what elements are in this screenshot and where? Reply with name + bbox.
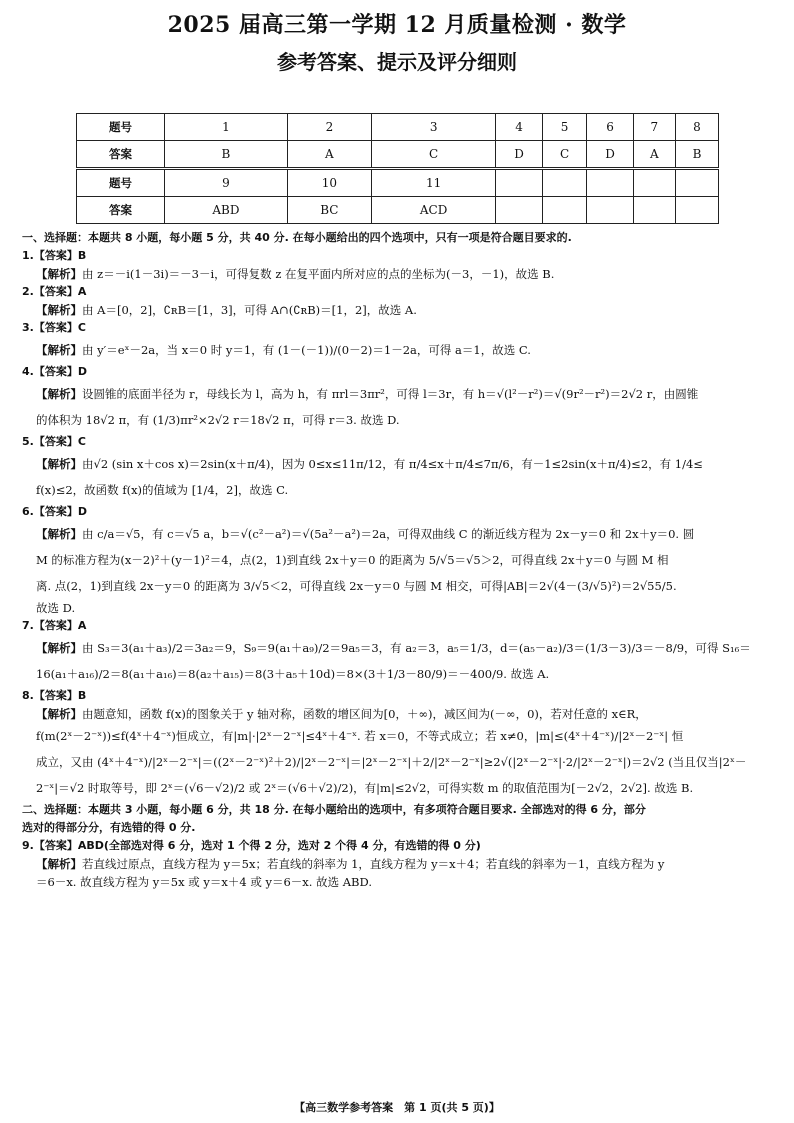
table-cell: 7 (633, 114, 675, 141)
answer-line-q7: 7.【答案】A (22, 619, 87, 632)
answer-line-q8: 8.【答案】B (22, 689, 87, 702)
answer-line-q6: 6.【答案】D (22, 505, 87, 518)
explanation-continuation: M 的标准方程为(x－2)²＋(y－1)²＝4，点(2，1)到直线 2x＋y＝0 的距离为 5/√5＝√5＞2，可得直线 2x＋y＝0 与圆 M 相 (36, 553, 669, 567)
section-heading: 一、选择题：本题共 8 小题，每小题 5 分，共 40 分. 在每小题给出的四个选项中，只有一项是符合题目要求的. (22, 231, 572, 244)
explanation-text: 由 c/a＝√5，有 c＝√5 a，b＝√(c²－a²)＝√(5a²－a²)＝2a，可得双曲线 C 的渐近线方程为 2x－y＝0 和 2x＋y＝0. 圆 (82, 527, 695, 541)
table-cell: 1 (165, 114, 288, 141)
explanation-q8 (22, 705, 774, 723)
table-cell: B (165, 141, 288, 169)
table-cell: 8 (676, 114, 719, 141)
explanation-q7 (22, 635, 774, 661)
table-cell: 4 (496, 114, 542, 141)
solutions-body (22, 229, 774, 891)
answer-line-q4: 4.【答案】D (22, 365, 87, 378)
explanation-tag: 【解析】 (36, 343, 82, 357)
answer-line-q9: 9.【答案】ABD(全部选对得 6 分，选对 1 个得 2 分，选对 2 个得 4 分，有选错的得 0 分) (22, 839, 481, 852)
explanation-q6 (22, 521, 774, 547)
table-cell (587, 169, 633, 197)
section-heading-continuation: 选对的得部分分，有选错的得 0 分. (22, 821, 196, 834)
table-header-cell: 答案 (77, 141, 165, 169)
table-cell (496, 197, 542, 224)
answer-table (76, 113, 719, 224)
explanation-text: 由 z＝－i(1－3i)＝－3－i，可得复数 z 在复平面内所对应的点的坐标为(－3，－1)，故选 B. (82, 267, 555, 281)
table-cell: D (587, 141, 633, 169)
explanation-continuation: 故选 D. (36, 601, 76, 615)
explanation-tag: 【解析】 (36, 857, 82, 871)
explanation-text: 由 A＝[0，2]，∁ʀB＝[1，3]，可得 A∩(∁ʀB)＝[1，2]，故选 A. (82, 303, 417, 317)
table-cell (676, 169, 719, 197)
table-cell (676, 197, 719, 224)
table-cell: 6 (587, 114, 633, 141)
answer-line-q5: 5.【答案】C (22, 435, 86, 448)
answer-line-q3: 3.【答案】C (22, 321, 86, 334)
explanation-q5 (22, 451, 774, 477)
table-row-answers (77, 141, 719, 169)
explanation-q1 (22, 265, 774, 283)
explanation-text: 由√2 (sin x＋cos x)＝2sin(x＋π/4)，因为 0≤x≤11π/12，有 π/4≤x＋π/4≤7π/6，有－1≤2sin(x＋π/4)≤2，有 1/4≤ (82, 457, 703, 471)
explanation-q4 (22, 381, 774, 407)
explanation-q2 (22, 301, 774, 319)
table-cell (496, 169, 542, 197)
explanation-tag: 【解析】 (36, 527, 82, 541)
table-cell: ABD (165, 197, 288, 224)
table-cell (633, 169, 675, 197)
table-row-answers (77, 197, 719, 224)
explanation-tag: 【解析】 (36, 641, 82, 655)
table-cell (542, 197, 587, 224)
explanation-tag: 【解析】 (36, 303, 82, 317)
explanation-tag: 【解析】 (36, 267, 82, 281)
page-footer: 【高三数学参考答案 第 1 页(共 5 页)】 (294, 1101, 500, 1114)
table-row-question-numbers (77, 114, 719, 141)
table-cell: BC (287, 197, 371, 224)
explanation-text: 设圆锥的底面半径为 r，母线长为 l，高为 h，有 πrl＝3πr²，可得 l＝3r，有 h＝√(l²－r²)＝√(9r²－r²)＝2√2 r，由圆锥 (82, 387, 699, 401)
explanation-text: 由 S₃＝3(a₁＋a₃)/2＝3a₂＝9，S₉＝9(a₁＋a₉)/2＝9a₅＝3，有 a₂＝3，a₅＝1/3，d＝(a₅－a₂)/3＝(1/3－3)/3＝－8/9，可得 S₁₆＝ (82, 641, 751, 655)
explanation-q3 (22, 337, 774, 363)
table-cell: 2 (287, 114, 371, 141)
explanation-continuation: 的体积为 18√2 π，有 (1/3)πr²×2√2 r＝18√2 π，可得 r＝3. 故选 D. (36, 413, 400, 427)
table-row-question-numbers (77, 169, 719, 197)
section-heading: 二、选择题：本题共 3 小题，每小题 6 分，共 18 分. 在每小题给出的选项中，有多项符合题目要求. 全部选对的得 6 分，部分 (22, 803, 646, 816)
answer-line-q2: 2.【答案】A (22, 285, 87, 298)
table-header-cell: 题号 (77, 114, 165, 141)
table-cell: C (371, 141, 495, 169)
table-header-cell: 题号 (77, 169, 165, 197)
table-cell: 10 (287, 169, 371, 197)
table-cell: 11 (371, 169, 495, 197)
explanation-text: 由 y′＝eˣ－2a，当 x＝0 时 y＝1，有 (1－(－1))/(0－2)＝1－2a，可得 a＝1，故选 C. (82, 343, 531, 357)
explanation-continuation: f(m(2ˣ－2⁻ˣ))≤f(4ˣ＋4⁻ˣ)恒成立，有|m|·|2ˣ－2⁻ˣ|≤4ˣ＋4⁻ˣ. 若 x＝0，不等式成立；若 x≠0，|m|≤(4ˣ＋4⁻ˣ)/|2ˣ－2⁻ˣ| 恒 (36, 729, 684, 743)
explanation-continuation: 16(a₁＋a₁₆)/2＝8(a₁＋a₁₆)＝8(a₂＋a₁₅)＝8(3＋a₅＋10d)＝8×(3＋1/3－80/9)＝－400/9. 故选 A. (36, 667, 550, 681)
table-cell: A (287, 141, 371, 169)
table-cell (542, 169, 587, 197)
table-cell: A (633, 141, 675, 169)
page-title: 2025 届高三第一学期 12 月质量检测 · 数学 (167, 12, 627, 38)
explanation-continuation: 2⁻ˣ|＝√2 时取等号，即 2ˣ＝(√6－√2)/2 或 2ˣ＝(√6＋√2)/2)，有|m|≤2√2，可得实数 m 的取值范围为[－2√2，2√2]. 故选 B. (36, 781, 694, 795)
table-cell: ACD (371, 197, 495, 224)
explanation-tag: 【解析】 (36, 387, 82, 401)
table-cell: B (676, 141, 719, 169)
table-cell: C (542, 141, 587, 169)
explanation-text: 由题意知，函数 f(x)的图象关于 y 轴对称，函数的增区间为[0，＋∞)，减区间为(－∞，0)，若对任意的 x∈R， (82, 707, 647, 721)
answer-line-q1: 1.【答案】B (22, 249, 87, 262)
explanation-q9 (22, 855, 774, 873)
table-header-cell: 答案 (77, 197, 165, 224)
table-cell (633, 197, 675, 224)
page-subtitle: 参考答案、提示及评分细则 (277, 50, 517, 74)
explanation-continuation: 离. 点(2，1)到直线 2x－y＝0 的距离为 3/√5＜2，可得直线 2x－y＝0 与圆 M 相交，可得|AB|＝2√(4－(3/√5)²)＝2√55/5. (36, 579, 677, 593)
explanation-tag: 【解析】 (36, 457, 82, 471)
explanation-continuation: ＝6－x. 故直线方程为 y＝5x 或 y＝x＋4 或 y＝6－x. 故选 ABD. (36, 875, 372, 889)
explanation-text: 若直线过原点，直线方程为 y＝5x；若直线的斜率为 1，直线方程为 y＝x＋4；若直线的斜率为－1，直线方程为 y (82, 857, 665, 871)
table-cell: 3 (371, 114, 495, 141)
table-cell: 9 (165, 169, 288, 197)
explanation-tag: 【解析】 (36, 707, 82, 721)
table-cell: D (496, 141, 542, 169)
table-cell (587, 197, 633, 224)
table-cell: 5 (542, 114, 587, 141)
explanation-continuation: 成立，又由 (4ˣ＋4⁻ˣ)/|2ˣ－2⁻ˣ|＝((2ˣ－2⁻ˣ)²＋2)/|2ˣ－2⁻ˣ|＝|2ˣ－2⁻ˣ|＋2/|2ˣ－2⁻ˣ|≥2√(|2ˣ－2⁻ˣ|·2/|2ˣ－2⁻ˣ|)＝2√2 (当且仅当|2ˣ－ (36, 755, 747, 769)
explanation-continuation: f(x)≤2，故函数 f(x)的值域为 [1/4，2]，故选 C. (36, 483, 289, 497)
